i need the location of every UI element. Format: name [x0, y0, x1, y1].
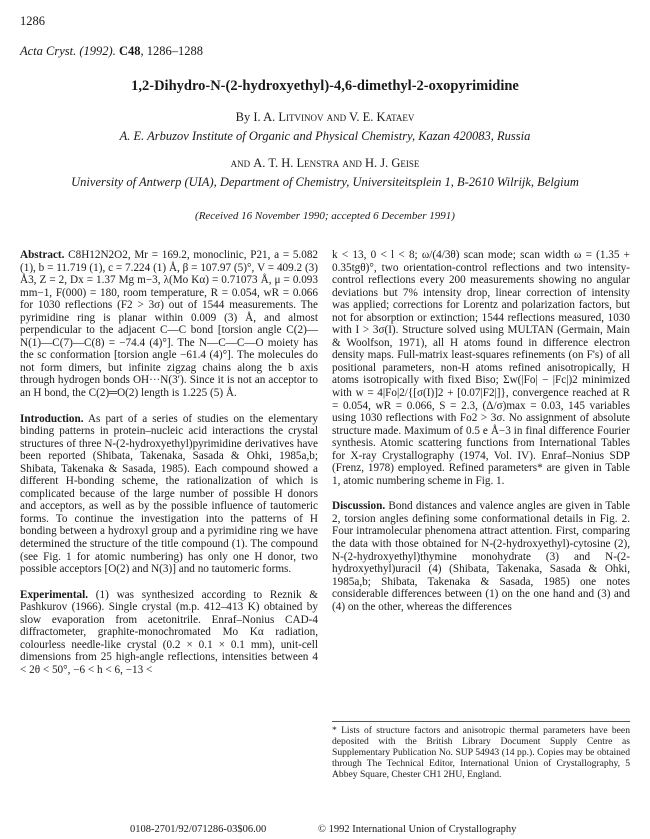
- journal-volume: C48: [118, 44, 141, 58]
- supplementary-footnote: * Lists of structure factors and anisotropic thermal parameters have been deposited with the British Library Document Supply Centre as Supplementary Publication No. SUP 54943 (14 pp.). Copies may be obtained through The Technical Editor, International Union of Crystallography, 5 Abbey Square, Chester CH1 2HU, England.: [332, 721, 630, 780]
- author-names-1: I. A. Litvinov and V. E. Kataev: [253, 110, 415, 124]
- experimental-text-left: (1) was synthesized according to Reznik & Pashkurov (1966). Single crystal (m.p. 412–413 K) obtained by slow evaporation from acetonitrile. Enraf–Nonius CAD-4 diffractometer, graphite-monochromated Mo Kα radiation, colourless needle-like crystal (0.2 × 0.1 × 0.1 mm), unit-cell dimensions from 25 high-angle reflections, intensities between 4 < 2θ < 50°, −6 < h < 6, −13 <: [20, 588, 319, 676]
- author-byline-2: [0, 156, 650, 171]
- abstract-paragraph: [20, 249, 318, 400]
- copyright-notice: © 1992 International Union of Crystallography: [318, 824, 517, 835]
- author-names-2: A. T. H. Lenstra and H. J. Geise: [253, 156, 420, 170]
- journal-pages: 1286–1288: [146, 44, 203, 58]
- paper-title: 1,2-Dihydro-N-(2-hydroxyethyl)-4,6-dimethyl-2-oxopyrimidine: [131, 78, 519, 94]
- abstract-heading: Abstract.: [20, 249, 65, 261]
- journal-reference: Acta Cryst. (1992). C48, 1286–1288: [20, 44, 203, 58]
- and-word: and: [230, 156, 251, 170]
- affiliation-1: A. E. Arbuzov Institute of Organic and Physical Chemistry, Kazan 420083, Russia: [119, 129, 531, 143]
- by-word: By: [235, 110, 251, 124]
- introduction-text: As part of a series of studies on the elementary binding patterns in protein–nucleic acid interactions the crystal structures of three N-(2-hydroxyethyl)pyrimidine derivatives have been reported (Shibata, Takenaka, Sasada & Ohki, 1985a,b; Shibata, Takenaka & Sasada, 1985). Each compound showed a different H-bonding scheme, the rationalization of which is complicated because of the large number of possible H donors and acceptors, as well as by the possible influence of tautomeric forms. To continue the investigation into the patterns of H bonding between a hydroxyl group and a pyrimidine ring we have determined the structure of the title compound (1). The compound (see Fig. 1 for atomic numbering) has only one H donor, two possible acceptors [O(2) and N(3)] and no tautomeric forms.: [20, 412, 319, 576]
- experimental-continued-paragraph: [332, 249, 630, 487]
- received-dates: (Received 16 November 1990; accepted 6 December 1991): [195, 210, 455, 222]
- left-column: [20, 249, 318, 690]
- affiliation-2: University of Antwerp (UIA), Department of Chemistry, Universiteitsplein 1, B-2610 Wilrijk, Belgium: [71, 175, 579, 189]
- discussion-paragraph: [332, 500, 630, 613]
- page-number: 1286: [20, 14, 45, 28]
- article-code: 0108-2701/92/071286-03$06.00: [130, 824, 267, 835]
- author-byline-1: [0, 110, 650, 125]
- introduction-heading: Introduction.: [20, 412, 84, 425]
- right-column: [332, 249, 630, 626]
- abstract-text: C8H12N2O2, Mr = 169.2, monoclinic, P21, a = 5.082 (1), b = 11.719 (1), c = 7.224 (1) Å, β = 107.97 (5)°, V = 409.2 (3) Å3, Z = 2, Dx = 1.37 Mg m−3, λ(Mo Kα) = 0.71073 Å, μ = 0.093 mm−1, F(000) = 180, room temperature, R = 0.054, wR = 0.066 for 1030 reflections (F2 > 3σ) out of 1544 measurements. The pyrimidine ring is planar within 0.009 (3) Å, and almost perpendicular to the adjacent C—C bond [torsion angle C(2)—N(1)—C(7)—C(8) = −74.4 (4)°]. The N—C—C—O moiety has the sc conformation [torsion angle −61.4 (4)°]. The molecules do not form dimers, but infinite zigzag chains along the b axis through hydrogen bonds OH···N(3′). Since it is not an acceptor to an H bond, the C(2)═O(2) length is 1.225 (5) Å.: [20, 249, 319, 400]
- journal-name: Acta Cryst.: [20, 44, 77, 58]
- journal-year: (1992).: [79, 44, 116, 58]
- introduction-paragraph: [20, 413, 318, 576]
- discussion-heading: Discussion.: [332, 500, 386, 513]
- experimental-text-right: k < 13, 0 < l < 8; ω/(4/3θ) scan mode; scan width ω = (1.35 + 0.35tgθ)°, two orientation-control reflections and two intensity-control reflections every 200 measurements showing no angular deviations but 7% intensity drop, linear correction of intensity was applied; corrections for Lorentz and polarization factors, but not for absorption or extinction; 1544 reflections measured, 1030 with I > 3σ(I). Structure solved using MULTAN (Germain, Main & Woolfson, 1971), all H atoms found in difference electron density maps. Full-matrix least-squares refinements (on F's) of all positional parameters, non-H atoms refined anisotropically, H atoms isotropically with fixed Biso; Σw(|Fo| − |Fc|)2 minimized with w = 4|Fo|2/{[σ(I)]2 + [0.07|F2|]}, convergence reached at R = 0.054, wR = 0.066, S = 2.3, (Δ/σ)max = 0.03, 145 variables using 1030 reflections with Fo2 > 3σ. No assignment of absolute structure made. Maximum of 0.5 e Å−3 in final difference Fourier synthesis. Atomic scattering functions from International Tables for X-ray Crystallography (1974, Vol. IV). Enraf–Nonius SDP (Frenz, 1978) employed. Refined parameters* are given in Table 1, atomic numbering scheme in Fig. 1.: [332, 249, 630, 487]
- discussion-text: Bond distances and valence angles are given in Table 2, torsion angles defining some conformational details in Fig. 2. Four intramolecular phenomena attract attention. First, comparing the data with those obtained for N-(2-hydroxyethyl)-cytosine (2), N-(2-hydroxyethyl)thymine monohydrate (3) and N-(2-hydroxyethyl)uracil (4) (Shibata, Takenaka, Sasada & Ohki, 1985a,b; Shibata, Takenaka & Sasada, 1985) one notes considerable differences between (1) on the one hand and (3) and (4) on the other, whereas the differences: [332, 500, 631, 613]
- experimental-paragraph: [20, 589, 318, 677]
- experimental-heading: Experimental.: [20, 588, 89, 601]
